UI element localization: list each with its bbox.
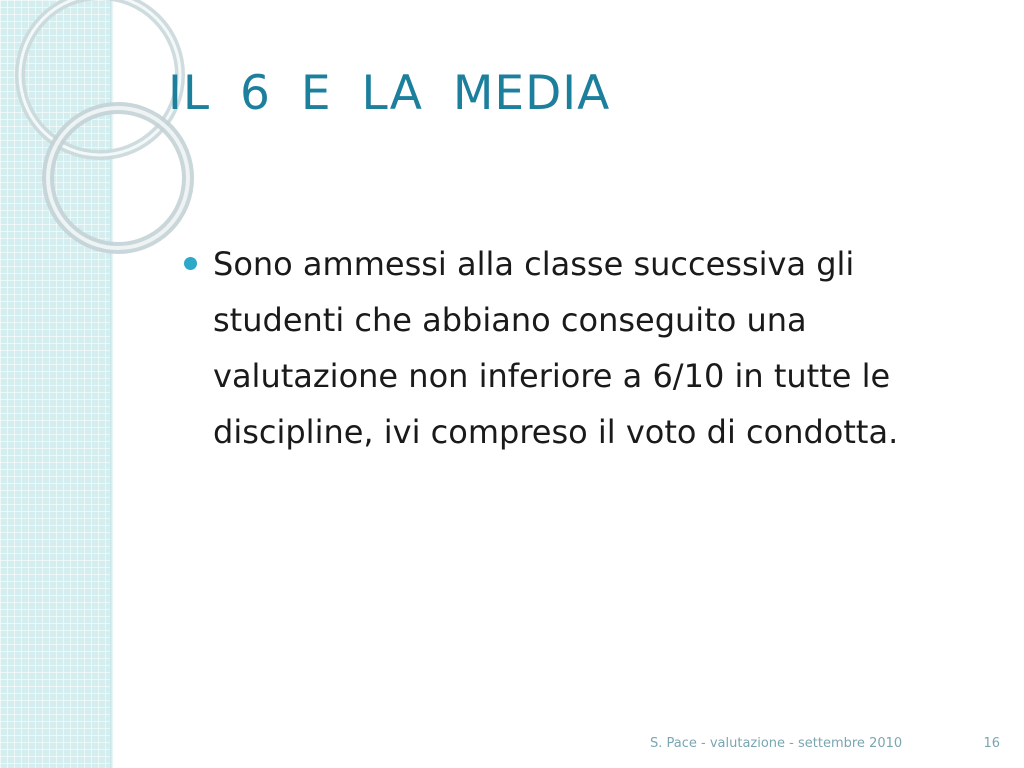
slide-title: IL 6 E LA MEDIA [168, 66, 611, 121]
footer-text: S. Pace - valutazione - settembre 2010 [650, 736, 903, 751]
bullet-dot-icon [184, 257, 197, 270]
slide-content [180, 236, 990, 460]
decorative-rings-icon [0, 0, 200, 300]
bullet-text: Sono ammessi alla classe successiva gli studenti che abbiano conseguito una valutazione non inferiore a 6/10 in tutte le discipline, ivi compreso il voto di condotta. [213, 245, 899, 451]
bullet-item [180, 236, 990, 460]
page-number: 16 [983, 736, 1000, 751]
lower-ring-highlight [48, 108, 188, 248]
